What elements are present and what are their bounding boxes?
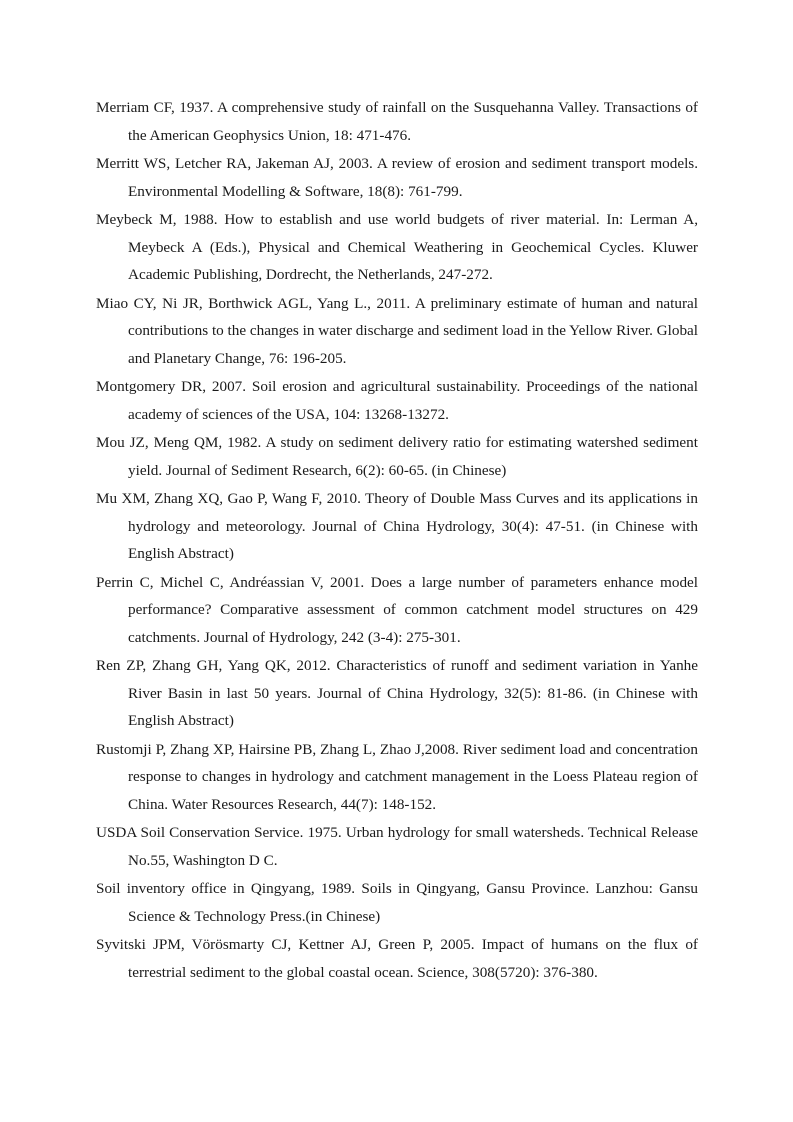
reference-entry-merriam: Merriam CF, 1937. A comprehensive study of rainfall on the Susquehanna Valley. Transactions of the American Geophysics Union, 18: 471-476.	[96, 99, 698, 144]
reference-entry-ren: Ren ZP, Zhang GH, Yang QK, 2012. Characteristics of runoff and sediment variation in Yanhe River Basin in last 50 years. Journal of China Hydrology, 32(5): 81-86. (in Chinese with English Abstract)	[96, 657, 698, 730]
reference-entry-mou: Mou JZ, Meng QM, 1982. A study on sediment delivery ratio for estimating watershed sediment yield. Journal of Sediment Research, 6(2): 60-65. (in Chinese)	[96, 434, 698, 479]
reference-entry-usda: USDA Soil Conservation Service. 1975. Urban hydrology for small watersheds. Technical Release No.55, Washington D C.	[96, 824, 698, 869]
reference-entry-rustomji: Rustomji P, Zhang XP, Hairsine PB, Zhang L, Zhao J,2008. River sediment load and concentration response to changes in hydrology and catchment management in the Loess Plateau region of China. Water Resources Research, 44(7): 148-152.	[96, 740, 698, 814]
reference-entry-montgomery: Montgomery DR, 2007. Soil erosion and agricultural sustainability. Proceedings of the national academy of sciences of the USA, 104: 13268-13272.	[96, 378, 698, 423]
reference-entry-mu: Mu XM, Zhang XQ, Gao P, Wang F, 2010. Theory of Double Mass Curves and its applications in hydrology and meteorology. Journal of China Hydrology, 30(4): 47-51. (in Chinese with English Abstract)	[96, 490, 698, 563]
reference-entry-miao: Miao CY, Ni JR, Borthwick AGL, Yang L., 2011. A preliminary estimate of human and natural contributions to the changes in water discharge and sediment load in the Yellow River. Global and Planetary Change, 76: 196-205.	[96, 294, 698, 367]
reference-entry-syvitski: Syvitski JPM, Vörösmarty CJ, Kettner AJ, Green P, 2005. Impact of humans on the flux of terrestrial sediment to the global coastal ocean. Science, 308(5720): 376-380.	[96, 936, 698, 981]
reference-entry-merritt: Merritt WS, Letcher RA, Jakeman AJ, 2003. A review of erosion and sediment transport models. Environmental Modelling & Software, 18(8): 761-799.	[96, 154, 698, 200]
reference-entry-meybeck: Meybeck M, 1988. How to establish and use world budgets of river material. In: Lerman A, Meybeck A (Eds.), Physical and Chemical Weathering in Geochemical Cycles. Kluwer Academic Publishing, Dordrecht, the Netherlands, 247-272.	[96, 210, 698, 284]
reference-entry-perrin: Perrin C, Michel C, Andréassian V, 2001. Does a large number of parameters enhance model performance? Comparative assessment of common catchment model structures on 429 catchments. Journal of Hydrology, 242 (3-4): 275-301.	[96, 573, 698, 646]
reference-entry-soil-inventory: Soil inventory office in Qingyang, 1989. Soils in Qingyang, Gansu Province. Lanzhou: Gansu Science & Technology Press.(in Chinese)	[96, 880, 698, 925]
reference-list	[96, 94, 698, 987]
